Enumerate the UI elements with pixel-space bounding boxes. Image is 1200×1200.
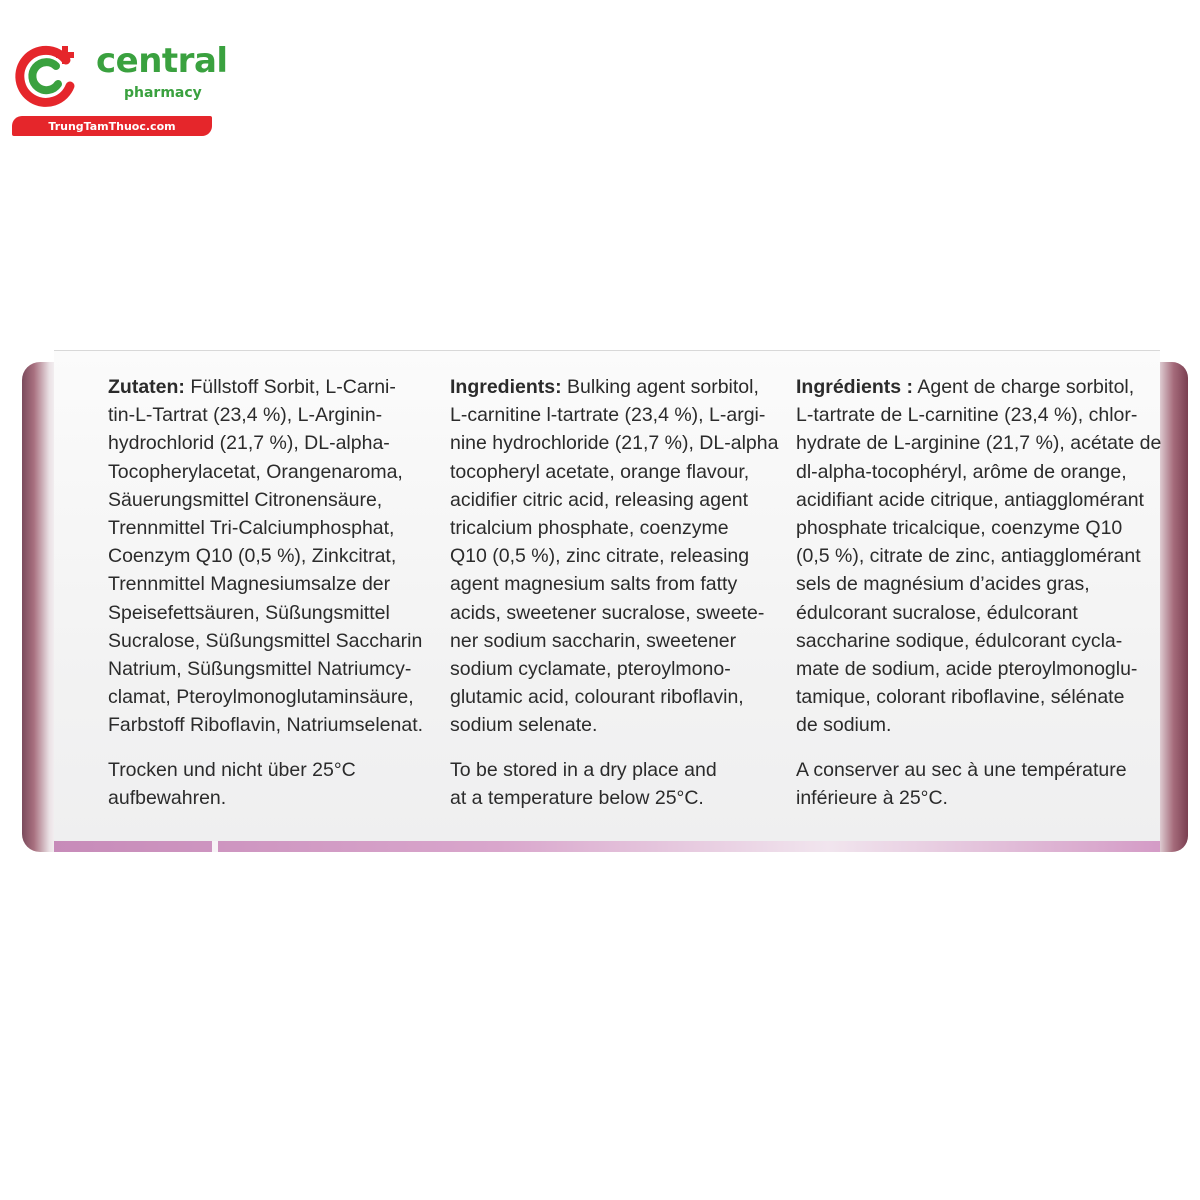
text-line: Trennmittel Tri-Calciumphosphat,	[108, 517, 395, 540]
text-line: Trennmittel Magnesiumsalze der	[108, 573, 391, 596]
text-line: phosphate tricalcique, coenzyme Q10	[796, 517, 1123, 540]
logo-name: central	[96, 41, 228, 81]
text-line: tamique, colorant riboflavine, sélénate	[796, 686, 1125, 709]
text-line: Speisefettsäuren, Süßungsmittel	[108, 601, 390, 624]
storage-line: A conserver au sec à une température	[796, 758, 1127, 781]
box-face	[54, 350, 1160, 841]
text-line: Bulking agent sorbitol,	[561, 376, 759, 398]
text-line: clamat, Pteroylmonoglutaminsäure,	[108, 686, 414, 709]
heading-fr: Ingrédients :	[796, 376, 914, 398]
text-line: tin-L-Tartrat (23,4 %), L-Arginin-	[108, 404, 383, 427]
text-line: nine hydrochloride (21,7 %), DL-alpha	[450, 432, 779, 455]
storage-line: Trocken und nicht über 25°C	[108, 758, 356, 781]
heading-de: Zutaten:	[108, 376, 185, 398]
text-line: acids, sweetener sucralose, sweete-	[450, 601, 765, 624]
central-pharmacy-logo	[8, 34, 228, 139]
text-line: tocopheryl acetate, orange flavour,	[450, 460, 750, 483]
text-line: (0,5 %), citrate de zinc, antiagglomérant	[796, 545, 1141, 568]
text-line: sodium selenate.	[450, 714, 598, 737]
text-line: de sodium.	[796, 714, 892, 737]
product-box	[22, 350, 1188, 852]
text-line: sodium cyclamate, pteroylmono-	[450, 658, 731, 681]
text-line: tricalcium phosphate, coenzyme	[450, 517, 729, 540]
text-line: mate de sodium, acide pteroylmonoglu-	[796, 658, 1138, 681]
storage-line: To be stored in a dry place and	[450, 758, 717, 781]
stripe-gap	[212, 840, 218, 852]
text-line: hydrate de L-arginine (21,7 %), acétate de	[796, 432, 1162, 455]
storage-en	[450, 756, 778, 812]
storage-line: at a temperature below 25°C.	[450, 786, 704, 809]
box-left-edge	[22, 362, 56, 852]
text-line: acidifier citric acid, releasing agent	[450, 488, 749, 511]
text-line: Füllstoff Sorbit, L-Carni-	[184, 376, 396, 398]
text-line: Q10 (0,5 %), zinc citrate, releasing	[450, 545, 750, 568]
logo-subtitle: pharmacy	[124, 85, 202, 101]
text-line: acidifiant acide citrique, antiagglomérant	[796, 488, 1144, 511]
ingredients-french	[796, 373, 1161, 812]
text-line: dl-alpha-tocophéryl, arôme de orange,	[796, 460, 1127, 483]
text-line: saccharine sodique, édulcorant cycla-	[796, 629, 1123, 652]
text-line: L-tartrate de L-carnitine (23,4 %), chlor-	[796, 404, 1138, 427]
text-line: sels de magnésium d’acides gras,	[796, 573, 1090, 596]
text-line: Natrium, Süßungsmittel Natriumcy-	[108, 658, 412, 681]
text-line: Säuerungsmittel Citronensäure,	[108, 488, 383, 511]
text-line: Tocopherylacetat, Orangenaroma,	[108, 460, 403, 483]
text-line: agent magnesium salts from fatty	[450, 573, 738, 596]
logo-url-badge: TrungTamThuoc.com	[12, 116, 212, 136]
text-line: ner sodium saccharin, sweetener	[450, 629, 737, 652]
text-line: L-carnitine l-tartrate (23,4 %), L-argi-	[450, 404, 766, 427]
storage-de	[108, 756, 423, 812]
text-line: Sucralose, Süßungsmittel Saccharin	[108, 629, 423, 652]
storage-line: inférieure à 25°C.	[796, 786, 948, 809]
text-line: glutamic acid, colourant riboflavin,	[450, 686, 744, 709]
heading-en: Ingredients:	[450, 376, 562, 398]
box-pink-stripe	[54, 840, 1160, 852]
text-line: édulcorant sucralose, édulcorant	[796, 601, 1078, 624]
text-line: hydrochlorid (21,7 %), DL-alpha-	[108, 432, 390, 455]
ingredients-german	[108, 373, 423, 812]
text-line: Coenzym Q10 (0,5 %), Zinkcitrat,	[108, 545, 397, 568]
pharmacy-cross-c-icon	[12, 40, 84, 112]
storage-fr	[796, 756, 1161, 812]
ingredients-english	[450, 373, 778, 812]
storage-line: aufbewahren.	[108, 786, 227, 809]
text-line: Agent de charge sorbitol,	[913, 376, 1135, 398]
text-line: Farbstoff Riboflavin, Natriumselenat.	[108, 714, 424, 737]
